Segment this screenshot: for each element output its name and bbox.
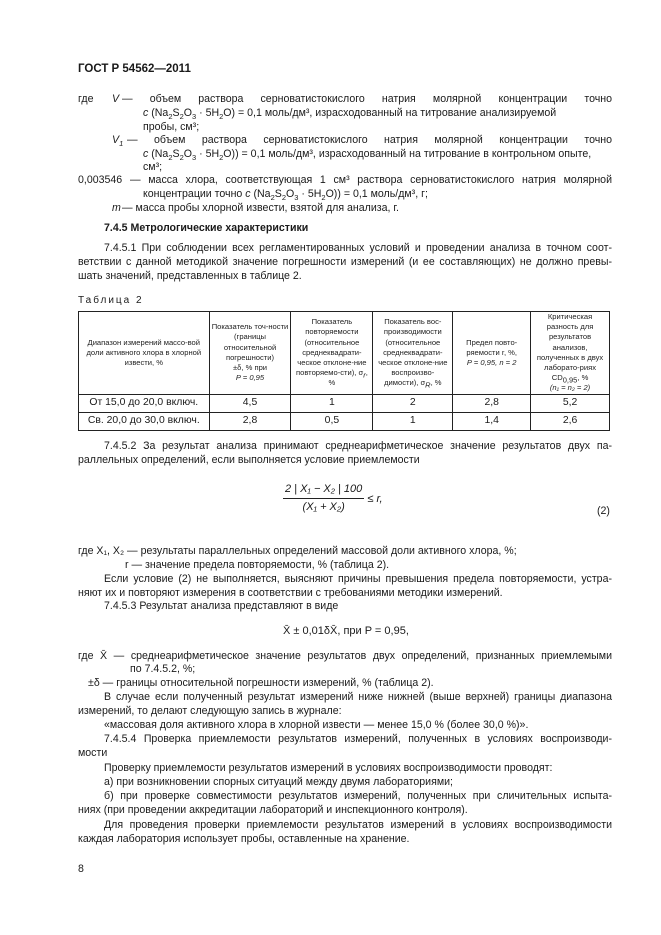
paragraph-7452-line-2: раллельных определений, если выполняется условие приемлемости <box>78 454 420 466</box>
paragraph-7454-line-6: ниях (при проведении аккредитации лабораторий и инспекционного контроля). <box>78 804 468 816</box>
cell-cd: 5,2 <box>531 394 610 412</box>
header-critical-difference: Критическая разность для результатов анализов, полученных в двух лаборато-риях $CD_{0,95}$, % (n₁ = n₂ = 2) <box>531 312 610 395</box>
paragraph-7454-line-4: а) при возникновении спорных ситуаций между двумя лабораториями; <box>104 776 453 788</box>
formula-2: $\frac{\text{2 | X₁ − X₂ | 100}}{\text{(X₁ + X₂)}}$ ≤ r, <box>285 483 383 514</box>
paragraph-7454-line-3: Проверку приемлемости результатов измерений в условиях воспроизводимости проводят: <box>104 762 553 774</box>
where2-line-1: где X₁, X₂ — результаты параллельных определений массовой доли активного хлора, %; <box>78 545 517 557</box>
coef-desc-2: концентрации точно c $(Na_2S_2O_3 \cdot 5H_2O)) = 0,1$ моль/дм³, г; <box>143 188 428 203</box>
where2-line-2: r — значение предела повторяемости, % (таблица 2). <box>125 559 390 571</box>
metrology-table <box>78 311 610 431</box>
cell-sr: 1 <box>291 394 373 412</box>
table-caption: Таблица 2 <box>78 295 144 306</box>
paragraph-7454-line-2: мости <box>78 747 108 759</box>
var-v1-desc-1: — объем раствора серноватистокислого натрия молярной концентрации точно <box>127 134 612 146</box>
where3-line-2: по 7.4.5.2, %; <box>130 663 196 675</box>
var-m: m <box>112 202 121 214</box>
cell-sr: 0,5 <box>291 412 373 430</box>
where-label: где <box>78 93 94 105</box>
cell-r: 2,8 <box>453 394 531 412</box>
paragraph-7451-line-2: ветствии с данной методикой значение погрешности измерений (и ее составляющих) не должно превы- <box>78 256 612 268</box>
paragraph-7451-line-1: 7.4.5.1 При соблюдении всех регламентированных условий и проведении анализа в точном соот- <box>104 242 612 254</box>
paragraph-7451-line-3: шать значений, представленных в таблице 2. <box>78 270 302 282</box>
where2-line-3: Если условие (2) не выполняется, выясняют причины превышения предела повторяемости, устра- <box>104 573 612 585</box>
formula-2-fraction: $\frac{\text{2 | X₁ − X₂ | 100}}{\text{(X₁ + X₂)}}$ <box>285 483 363 514</box>
var-v-desc-1: — объем раствора серноватистокислого натрия молярной концентрации точно <box>122 93 612 105</box>
header-reproducibility: Показатель вос-производимости (относительное среднеквадрати-ческое отклоне-ние воспроизво-димости), $\sigma_R$, % <box>373 312 453 395</box>
formula-2-number: (2) <box>597 505 610 517</box>
cell-range: Св. 20,0 до 30,0 включ. <box>79 412 210 430</box>
paragraph-7453-line-3: измерений, то делают следующую запись в журнале: <box>78 705 342 717</box>
cell-range: От 15,0 до 20,0 включ. <box>79 394 210 412</box>
section-title: 7.4.5 Метрологические характеристики <box>104 222 309 234</box>
cell-delta: 4,5 <box>209 394 291 412</box>
table-row <box>79 394 610 412</box>
header-repeatability: Показатель повторяемости (относительное среднеквадрати-ческое отклоне-ние повторяемо-сти), $\sigma_r$, % <box>291 312 373 395</box>
var-v1-desc-3: см³; <box>143 161 163 173</box>
where3-line-1: где X̄ — среднеарифметическое значение результатов двух определений, признанных приемлемыми <box>78 650 612 662</box>
var-v1: $V_1$ <box>112 134 124 149</box>
var-v: V <box>112 93 120 105</box>
header-accuracy: Показатель точ-ности (границы относительной погрешности) ±δ, % при P = 0,95 <box>209 312 291 395</box>
page-number: 8 <box>78 863 84 875</box>
coef-desc-1: — масса хлора, соответствующая 1 см³ раствора серноватистокислого натрия молярной <box>130 174 612 186</box>
var-v-desc-3: пробы, см³; <box>143 121 200 133</box>
paragraph-7454-line-1: 7.4.5.4 Проверка приемлемости результатов измерений, полученных в условиях воспроизводи- <box>104 733 612 745</box>
var-v-desc-2: c $(Na_2S_2O_3 \cdot 5H_2O) = 0,1$ моль/дм³, израсходованный на титрование анализируемой <box>143 107 557 122</box>
paragraph-7454-line-8: каждая лаборатория использует пробы, оставленные на хранение. <box>78 833 410 845</box>
cell-sR: 1 <box>373 412 453 430</box>
header-repeatability-limit: Предел повто-ряемости r, %, P = 0,95, n = 2 <box>453 312 531 395</box>
header-range: Диапазон измерений массо-вой доли активного хлора в хлорной извести, % <box>79 312 210 395</box>
var-m-desc: — масса пробы хлорной извести, взятой для анализа, г. <box>122 202 399 214</box>
table-row <box>79 412 610 430</box>
coef-value: 0,003546 <box>78 174 123 186</box>
paragraph-7453-line-4: «массовая доля активного хлора в хлорной извести — менее 15,0 % (более 30,0 %)». <box>104 719 529 731</box>
cell-cd: 2,6 <box>531 412 610 430</box>
cell-r: 1,4 <box>453 412 531 430</box>
cell-delta: 2,8 <box>209 412 291 430</box>
where2-line-4: няют их и повторяют измерения в соответствии с требованиями методики измерений. <box>78 587 503 599</box>
where3-line-3: ±δ — границы относительной погрешности измерений, % (таблица 2). <box>88 677 434 689</box>
formula-result: X̄ ± 0,01δX̄, при P = 0,95, <box>283 625 409 637</box>
var-v1-desc-2: c $(Na_2S_2O_3 \cdot 5H_2O)) = 0,1$ моль/дм³, израсходованный на титрование в контрольном опыте, <box>143 148 592 163</box>
paragraph-7453-line-2: В случае если полученный результат измерений ниже нижней (выше верхней) границы диапазона <box>104 691 612 703</box>
cell-sR: 2 <box>373 394 453 412</box>
paragraph-7452-line-1: 7.4.5.2 За результат анализа принимают среднеарифметическое значение результатов двух па- <box>104 440 612 452</box>
paragraph-7453-line-1: 7.4.5.3 Результат анализа представляют в виде <box>104 600 339 612</box>
paragraph-7454-line-5: б) при проверке совместимости результатов измерений, полученных при сличительных испыта- <box>104 790 612 802</box>
paragraph-7454-line-7: Для проведения проверки приемлемости результатов измерений в условиях воспроизводимости <box>104 819 612 831</box>
document-header: ГОСТ Р 54562—2011 <box>78 63 191 75</box>
